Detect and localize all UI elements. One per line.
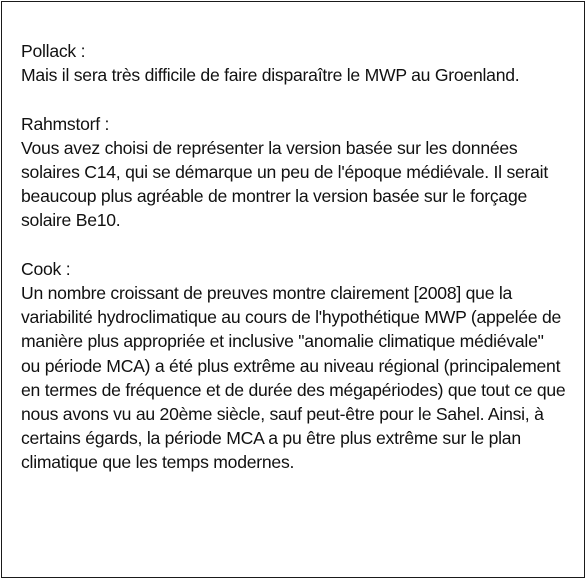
- quote-text: Mais il sera très difficile de faire disparaître le MWP au Groenland.: [21, 65, 520, 86]
- speaker-name: Rahmstorf :: [21, 113, 110, 134]
- quote-list: [21, 39, 566, 475]
- speaker-name: Cook :: [21, 258, 71, 279]
- quote-pollack: [21, 39, 566, 87]
- quote-text: Vous avez choisi de représenter la version basée sur les données solaires C14, qui se démarque un peu de l'époque médiévale. Il serait beaucoup plus agréable de montrer la version basée sur le forçage solaire Be10.: [21, 137, 548, 231]
- quote-cook: [21, 257, 566, 475]
- speaker-name: Pollack :: [21, 41, 86, 61]
- quote-panel: [1, 1, 585, 578]
- quote-text: Un nombre croissant de preuves montre clairement [2008] que la variabilité hydroclimatique au cours de l'hypothétique MWP (appelée de manière plus appropriée et inclusive "anomalie climatique médiévale" ou période MCA) a été plus extrême au niveau régional (principalement en termes de fréquence et de durée des mégapériodes) que tout ce que nous avons vu au 20ème siècle, sauf peut-être pour le Sahel. Ainsi, à certains égards, la période MCA a pu être plus extrême sur le plan climatique que les temps modernes.: [21, 283, 566, 473]
- quote-rahmstorf: [21, 112, 566, 233]
